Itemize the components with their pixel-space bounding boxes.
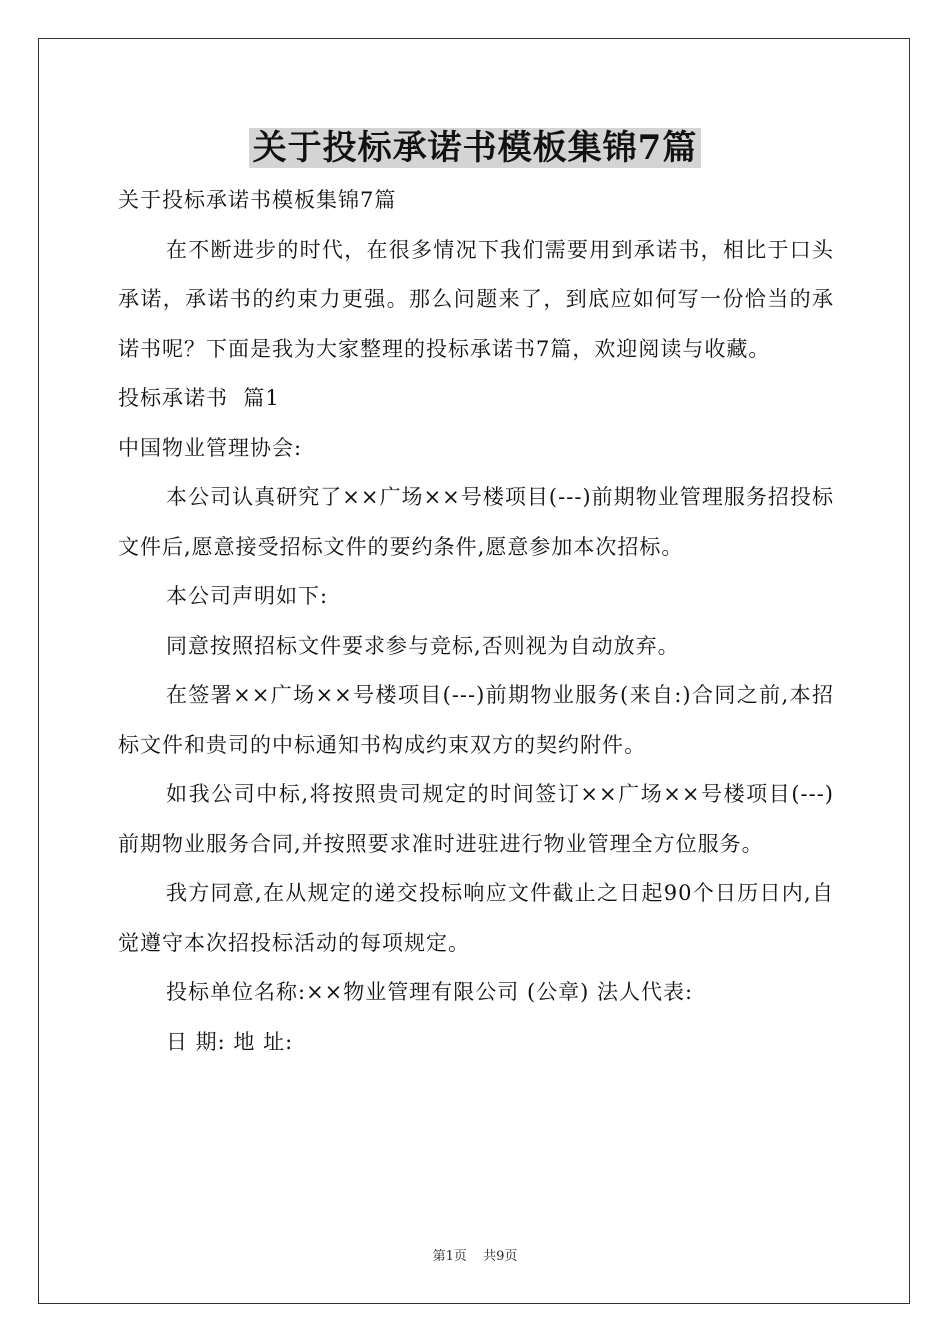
body-paragraph: 本公司认真研究了××广场××号楼项目(---)前期物业管理服务招投标文件后,愿意接受招标文件的要约条件,愿意参加本次招标。 [118,485,834,559]
body-paragraph: 同意按照招标文件要求参与竞标,否则视为自动放弃。 [166,633,680,658]
document-body [118,176,834,1067]
body-paragraph: 如我公司中标,将按照贵司规定的时间签订××广场××号楼项目(---)前期物业服务合同,并按照要求准时进驻进行物业管理全方位服务。 [118,782,834,856]
body-paragraph: 在签署××广场××号楼项目(---)前期物业服务(来自:)合同之前,本招标文件和贵司的中标通知书构成约束双方的契约附件。 [118,683,834,757]
intro-paragraph: 在不断进步的时代，在很多情况下我们需要用到承诺书，相比于口头承诺，承诺书的约束力更强。那么问题来了，到底应如何写一份恰当的承诺书呢？下面是我为大家整理的投标承诺书7篇，欢迎阅读与收藏。 [118,237,834,361]
signature-line: 投标单位名称:××物业管理有限公司 (公章) 法人代表: [166,980,694,1004]
page-footer [0,1248,950,1266]
date-address-line: 日 期: 地 址: [166,1029,294,1054]
body-paragraph: 本公司声明如下: [166,584,329,608]
page-number-current: 第1页 [432,1249,467,1264]
body-paragraph: 我方同意,在从规定的递交投标响应文件截止之日起90个日历日内,自觉遵守本次招投标活动的每项规定。 [118,881,834,955]
document-subtitle: 关于投标承诺书模板集锦7篇 [118,188,397,212]
page-number-total: 共9页 [483,1249,518,1264]
document-title-text: 关于投标承诺书模板集锦7篇 [249,128,702,168]
document-title [0,124,950,172]
salutation: 中国物业管理协会: [118,435,303,460]
section-heading: 投标承诺书 篇1 [118,386,280,410]
